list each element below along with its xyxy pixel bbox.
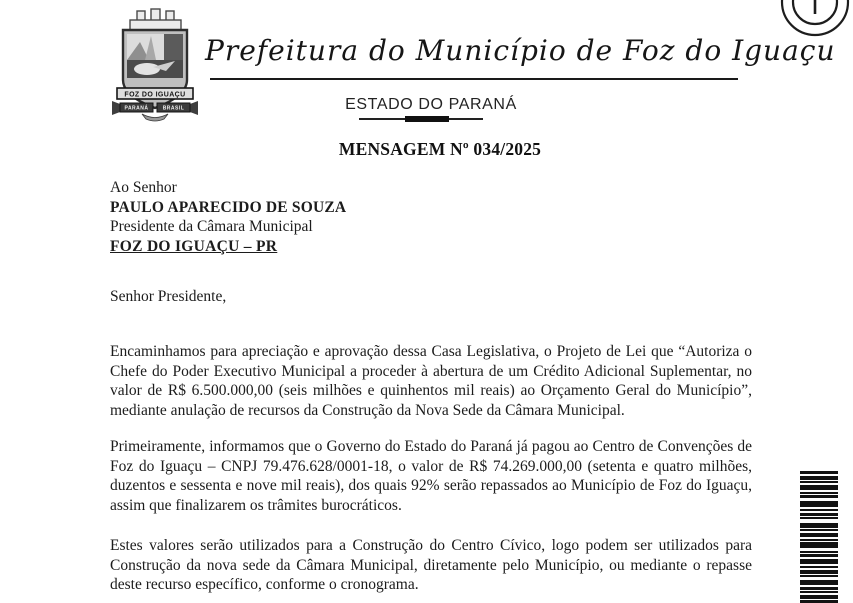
recipient-name: PAULO APARECIDO DE SOUZA xyxy=(110,198,347,216)
crest-ribbon-right-label: BRASIL xyxy=(162,105,185,112)
crest-bird-icon xyxy=(134,63,160,75)
recipient-salutation: Ao Senhor xyxy=(110,179,177,196)
crest-banner-label: FOZ DO IGUAÇU xyxy=(124,91,186,99)
message-subject: MENSAGEM Nº 034/2025 xyxy=(338,139,542,159)
crest-ribbon-left-label: PARANÁ xyxy=(124,105,149,112)
recipient-block xyxy=(110,178,346,257)
subtitle-rule-thick-bar xyxy=(405,116,449,122)
crest-crown-base xyxy=(130,20,181,30)
subtitle-rule xyxy=(359,118,483,120)
body-paragraph: Primeiramente, informamos que o Governo do Estado do Paraná já pagou ao Centro de Convenções de Foz do Iguaçu – CNPJ 79.476.628/0001-18, o valor de R$ 74.269.000,00 (setenta e quatro milhões, duzentos e sessenta e nove mil reais), dos quais 92% serão repassados ao Município de Foz do Iguaçu, assim que finalizarem os trâmites burocráticos. xyxy=(110,438,752,514)
crest-base-scroll xyxy=(142,114,168,121)
greeting-line: Senhor Presidente, xyxy=(110,288,227,305)
body-paragraph: Estes valores serão utilizados para a Construção do Centro Cívico, logo podem ser utilizados para Construção da nova sede da Câmara Municipal, diretamente pelo Município, ou mediante o repasse deste recurso específico, conforme o cronograma. xyxy=(110,537,752,593)
crest-forest xyxy=(164,34,183,60)
recipient-city: FOZ DO IGUAÇU – PR xyxy=(110,238,278,256)
letter-body xyxy=(110,342,752,603)
letterhead-subtitle: ESTADO DO PARANÁ xyxy=(345,96,517,113)
barcode xyxy=(800,471,838,603)
crest-crown-tower xyxy=(151,9,160,21)
page-number-stamp xyxy=(745,0,853,44)
barcode-bars xyxy=(800,471,838,603)
letterhead-rule xyxy=(210,78,738,80)
body-paragraph: Encaminhamos para apreciação e aprovação dessa Casa Legislativa, o Projeto de Lei que “Autoriza o Chefe do Poder Executivo Municipal a proceder à abertura de um Crédito Adicional Suplementar, no valor de R$ 6.500.000,00 (seis milhões e quinhentos mil reais) ao Orçamento Geral do Município”, mediante anulação de recursos da Construção da Nova Sede da Câmara Municipal. xyxy=(110,343,752,419)
recipient-role: Presidente da Câmara Municipal xyxy=(110,218,313,236)
letterhead-title: Prefeitura do Município de Foz do Iguaçu xyxy=(205,34,836,67)
